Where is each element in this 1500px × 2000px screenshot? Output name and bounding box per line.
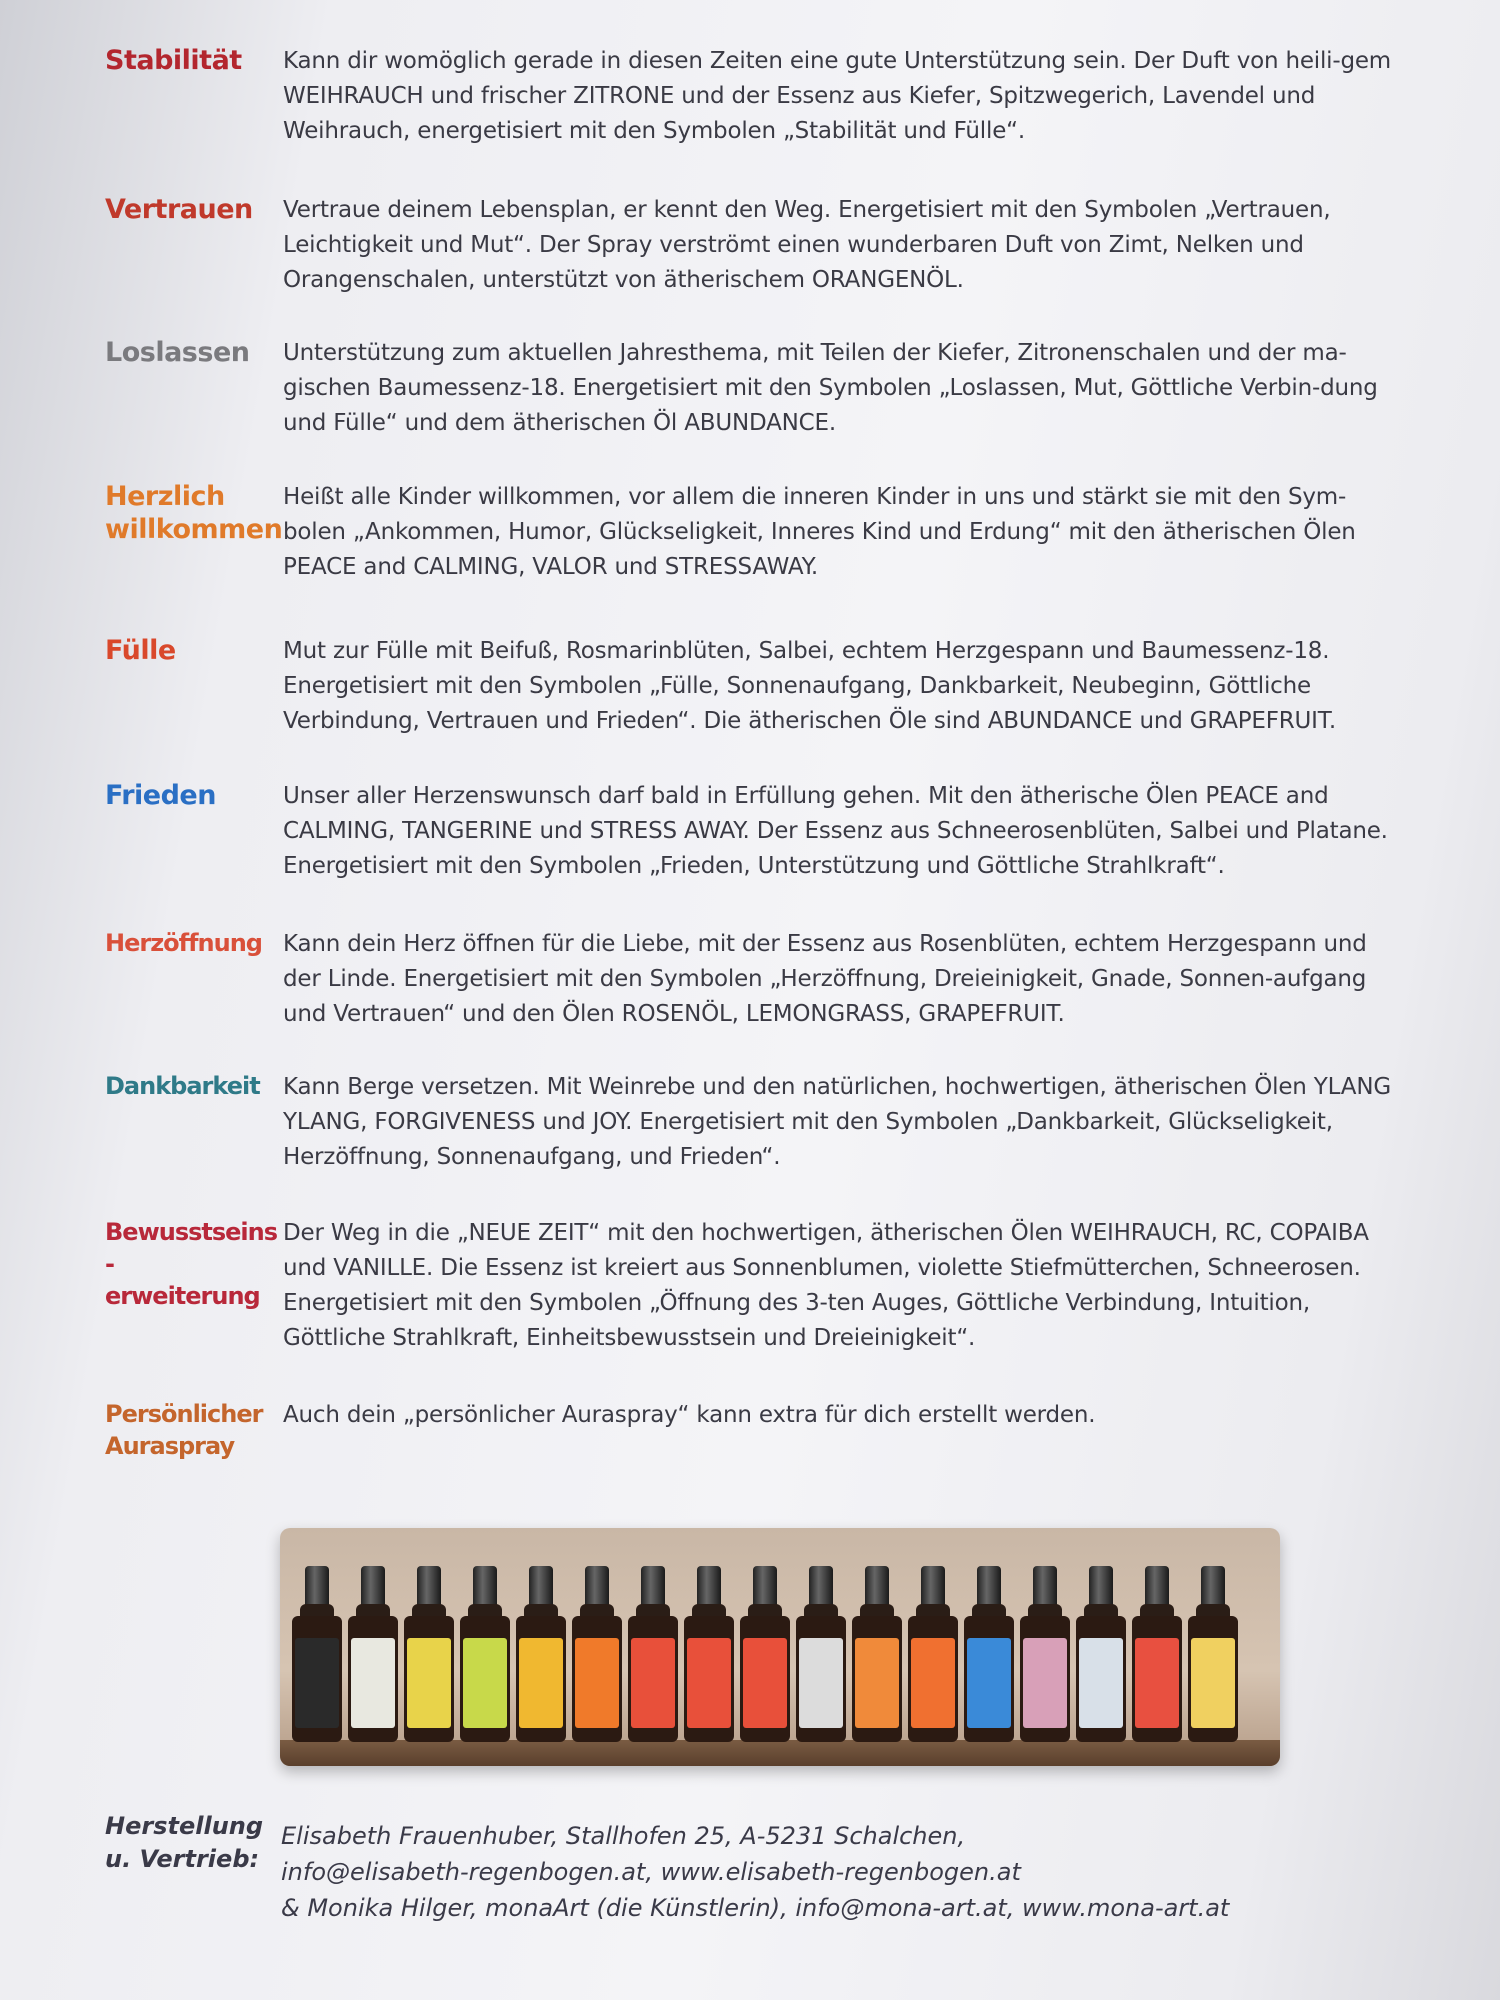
spray-bottle xyxy=(908,1566,958,1742)
spray-bottle xyxy=(348,1566,398,1742)
aura-spray-bottles-photo xyxy=(280,1528,1280,1766)
footer-label: Herstellung u. Vertrieb: xyxy=(105,1812,264,1873)
spray-bottle xyxy=(1132,1566,1182,1742)
spray-bottle xyxy=(1020,1566,1070,1742)
footer-address: Elisabeth Frauenhuber, Stallhofen 25, A-5231 Schalchen, xyxy=(281,1822,966,1850)
entry-description: Vertraue deinem Lebensplan, er kennt den Weg. Energetisiert mit den Symbolen „Vertrauen, Leichtigkeit und Mut“. Der Spray verströmt einen wunderbaren Duft von Zimt, Nelken und Orangenschalen, unterstützt von ätherischem ORANGENÖL. xyxy=(283,197,1331,293)
footer-contact xyxy=(281,1818,1431,1926)
spray-bottle xyxy=(404,1566,454,1742)
spray-bottle xyxy=(796,1566,846,1742)
entry-title: Frieden xyxy=(105,780,216,811)
spray-bottle xyxy=(572,1566,622,1742)
spray-bottle xyxy=(684,1566,734,1742)
entry-description: Kann Berge versetzen. Mit Weinrebe und den natürlichen, hochwertigen, ätherischen Ölen YLANG YLANG, FORGIVENESS und JOY. Energetisiert mit den Symbolen „Dankbarkeit, Glückseligkeit, Herzöffnung, Sonnenaufgang, und Frieden“. xyxy=(283,1074,1391,1170)
shelf xyxy=(280,1740,1280,1766)
entry-title: Stabilität xyxy=(105,45,242,76)
entry-title: Loslassen xyxy=(105,337,250,368)
footer-contact-monika: & Monika Hilger, monaArt (die Künstlerin), info@mona-art.at, www.mona-art.at xyxy=(281,1894,1230,1922)
spray-bottle xyxy=(852,1566,902,1742)
entry-title: Herzlich willkommen xyxy=(105,481,283,545)
entry-description: Unser aller Herzenswunsch darf bald in Erfüllung gehen. Mit den ätherische Ölen PEACE and CALMING, TANGERINE und STRESS AWAY. Der Essenz aus Schneerosenblüten, Salbei und Platane. Energetisiert mit den Symbolen „Frieden, Unterstützung und Göttliche Strahlkraft“. xyxy=(283,783,1388,879)
spray-bottle xyxy=(740,1566,790,1742)
spray-bottle xyxy=(292,1566,342,1742)
spray-bottle xyxy=(460,1566,510,1742)
spray-bottle xyxy=(1188,1566,1238,1742)
spray-bottle xyxy=(516,1566,566,1742)
entry-title: Dankbarkeit xyxy=(105,1072,260,1100)
entry-title: Herzöffnung xyxy=(105,929,262,957)
spray-bottle xyxy=(1076,1566,1126,1742)
entry-title: Bewusstseins- erweiterung xyxy=(105,1218,278,1310)
spray-bottle xyxy=(964,1566,1014,1742)
entry-description: Auch dein „persönlicher Auraspray“ kann extra für dich erstellt werden. xyxy=(283,1402,1096,1428)
entry-title: Fülle xyxy=(105,635,176,666)
entry-description: Mut zur Fülle mit Beifuß, Rosmarinblüten, Salbei, echtem Herzgespann und Baumessenz-18. Energetisiert mit den Symbolen „Fülle, Sonnenaufgang, Dankbarkeit, Neubeginn, Göttliche Verbindung, Vertrauen und Frieden“. Die ätherischen Öle sind ABUNDANCE und GRAPEFRUIT. xyxy=(283,638,1336,734)
spray-bottle xyxy=(628,1566,678,1742)
entry-description: Kann dir womöglich gerade in diesen Zeiten eine gute Unterstützung sein. Der Duft von heili-gem WEIHRAUCH und frischer ZITRONE und der Essenz aus Kiefer, Spitzwegerich, Lavendel und Weihrauch, energetisiert mit den Symbolen „Stabilität und Fülle“. xyxy=(283,48,1392,144)
entry-title: Persönlicher Auraspray xyxy=(105,1400,263,1460)
entry-description: Der Weg in die „NEUE ZEIT“ mit den hochwertigen, ätherischen Ölen WEIHRAUCH, RC, COPAIBA und VANILLE. Die Essenz ist kreiert aus Sonnenblumen, violette Stiefmütterchen, Schneerosen. Energetisiert mit den Symbolen „Öffnung des 3-ten Auges, Göttliche Verbindung, Intuition, Göttliche Strahlkraft, Einheitsbewusstsein und Dreieinigkeit“. xyxy=(283,1220,1369,1351)
footer-contact-elisabeth: info@elisabeth-regenbogen.at, www.elisabeth-regenbogen.at xyxy=(281,1858,1021,1886)
entry-description: Unterstützung zum aktuellen Jahresthema, mit Teilen der Kiefer, Zitronenschalen und der ma-gischen Baumessenz-18. Energetisiert mit den Symbolen „Loslassen, Mut, Göttliche Verbin-dung und Fülle“ und dem ätherischen Öl ABUNDANCE. xyxy=(283,340,1378,436)
entry-title: Vertrauen xyxy=(105,194,253,225)
entry-description: Kann dein Herz öffnen für die Liebe, mit der Essenz aus Rosenblüten, echtem Herzgespann und der Linde. Energetisiert mit den Symbolen „Herzöffnung, Dreieinigkeit, Gnade, Sonnen-aufgang und Vertrauen“ und den Ölen ROSENÖL, LEMONGRASS, GRAPEFRUIT. xyxy=(283,931,1367,1027)
entry-description: Heißt alle Kinder willkommen, vor allem die inneren Kinder in uns und stärkt sie mit den Sym-bolen „Ankommen, Humor, Glückseligkeit, Inneres Kind und Erdung“ mit den ätherischen Ölen PEACE and CALMING, VALOR und STRESSAWAY. xyxy=(283,484,1356,580)
